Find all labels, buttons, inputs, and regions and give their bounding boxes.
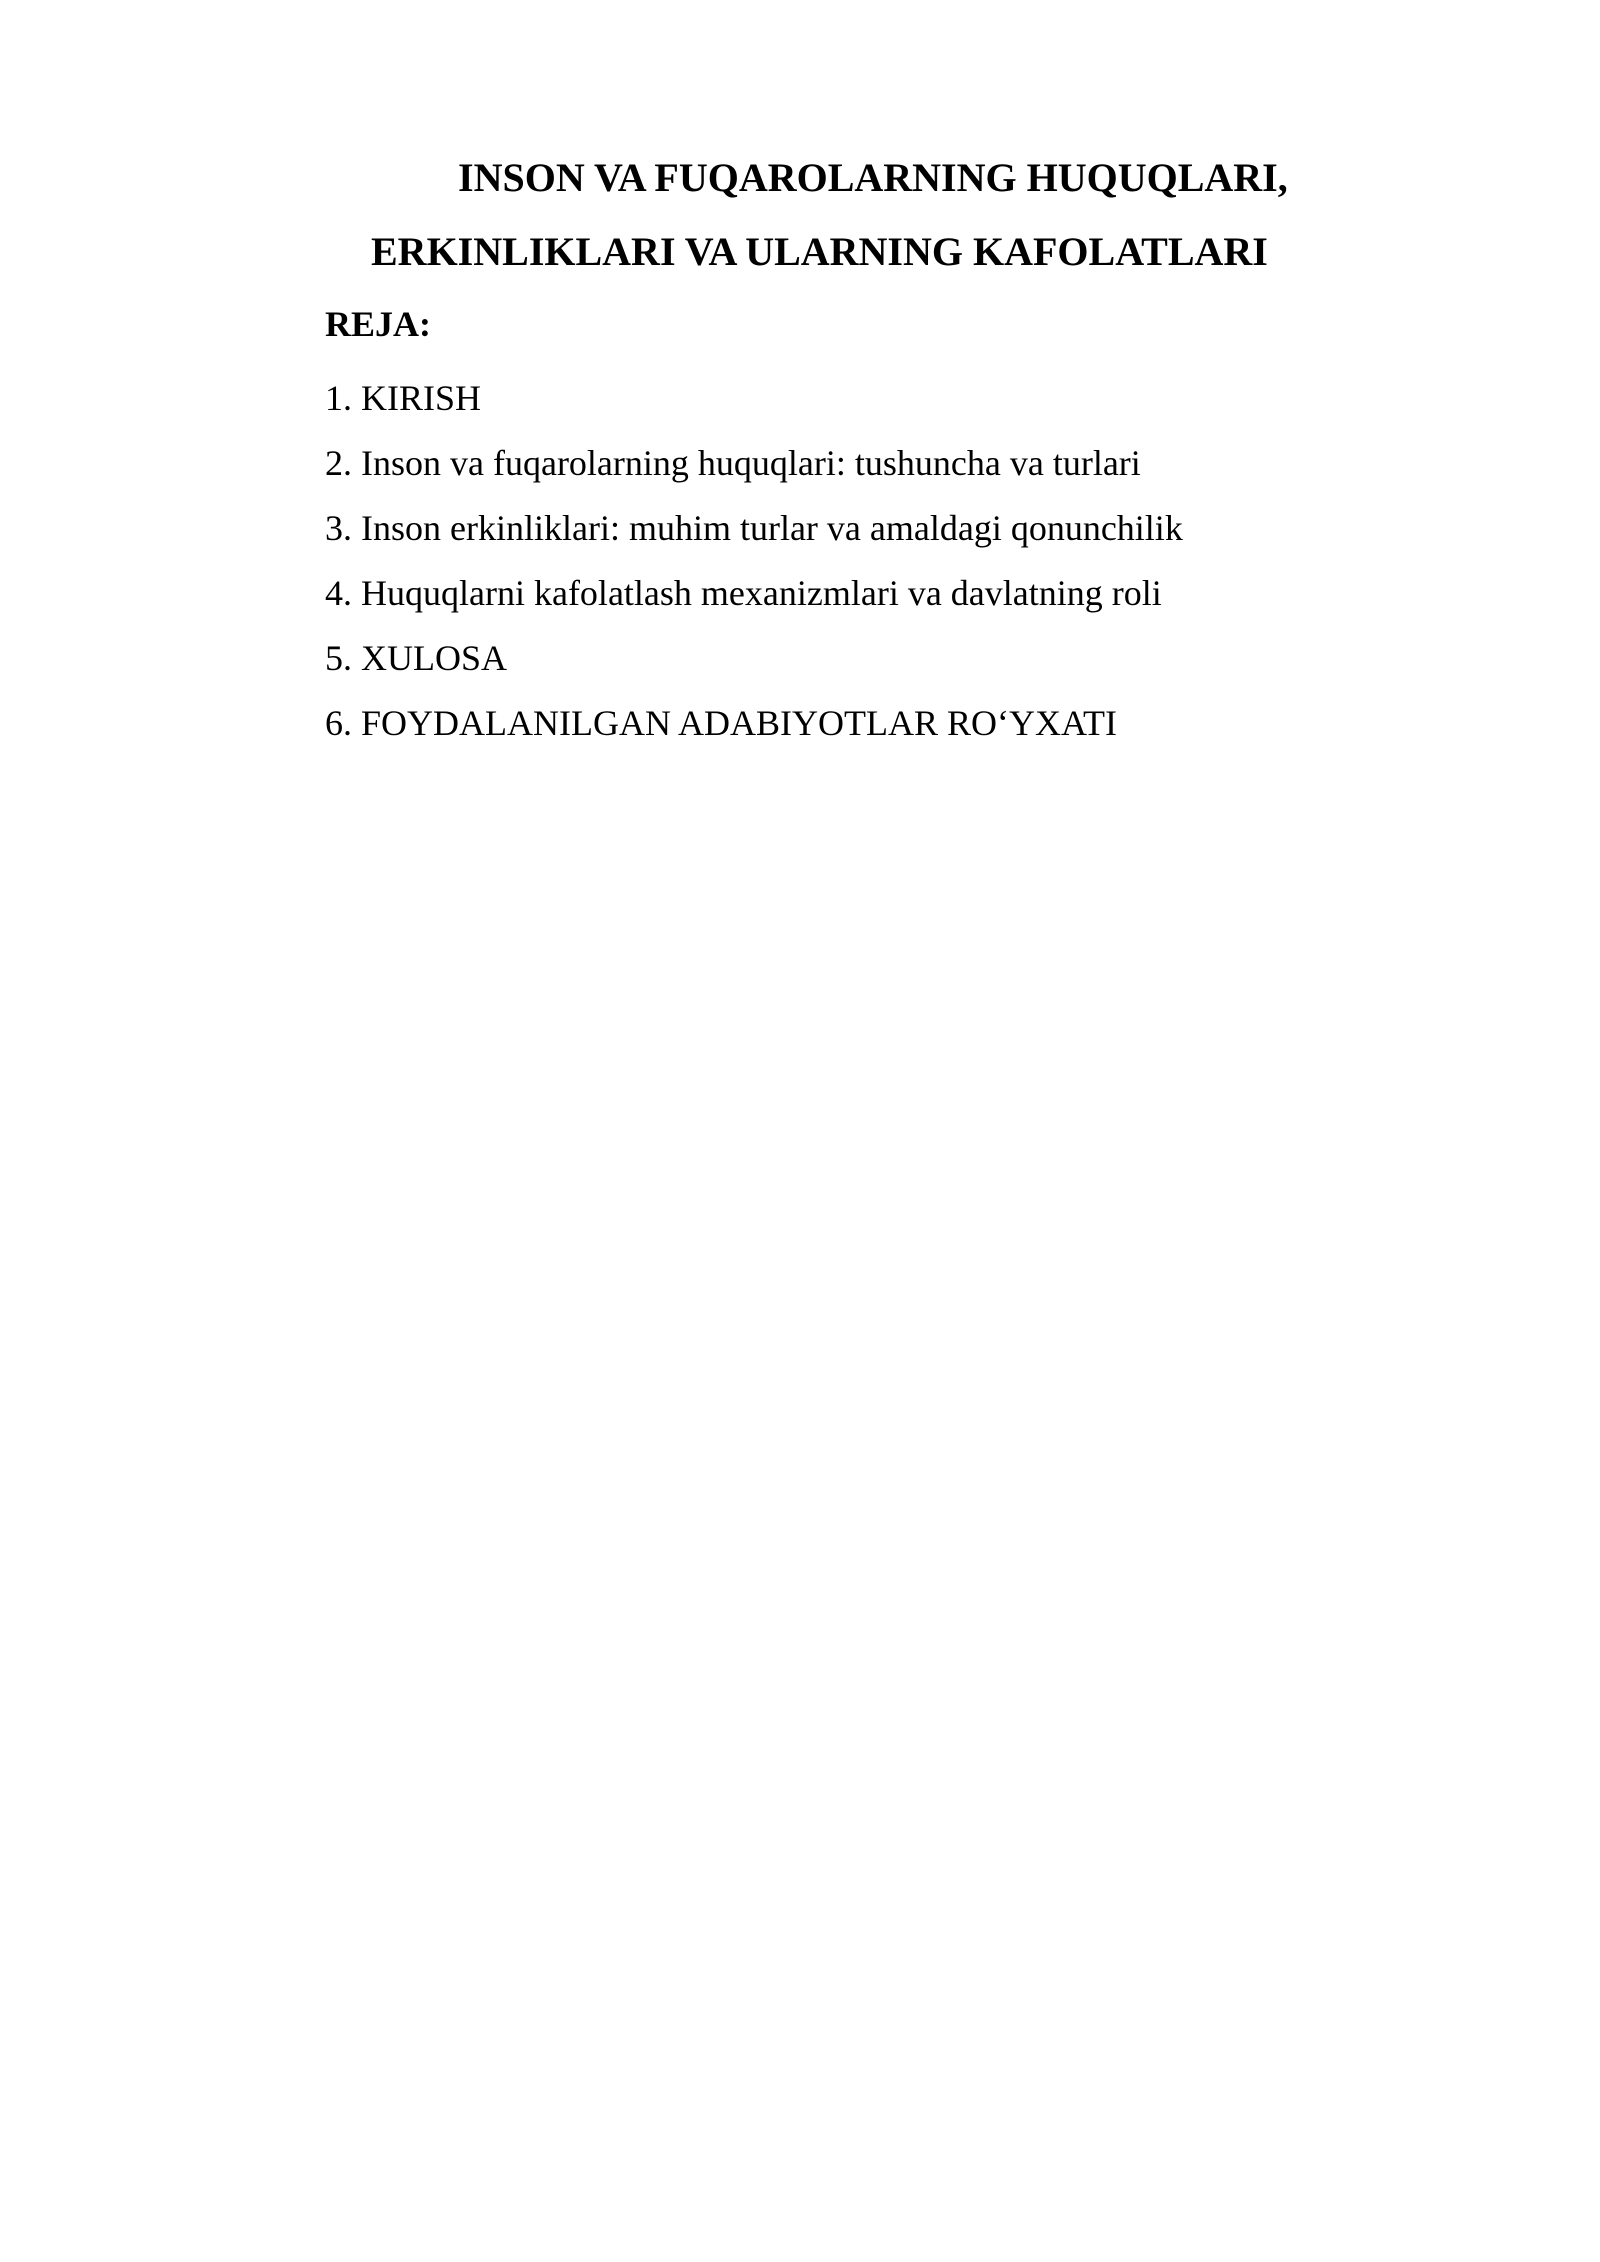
plan-item-kirish: 1. KIRISH bbox=[325, 378, 482, 418]
document-title-line-2: ERKINLIKLARI VA ULARNING KAFOLATLARI bbox=[371, 229, 1268, 274]
plan-item-kafolatlar: 4. Huquqlarni kafolatlash mexanizmlari va davlatning roli bbox=[325, 573, 1162, 613]
plan-item-xulosa: 5. XULOSA bbox=[325, 638, 508, 678]
plan-item-adabiyotlar: 6. FOYDALANILGAN ADABIYOTLAR RO‘YXATI bbox=[325, 703, 1117, 743]
plan-list bbox=[325, 366, 1183, 756]
plan-heading: REJA: bbox=[325, 304, 431, 344]
plan-item-erkinliklar: 3. Inson erkinliklari: muhim turlar va amaldagi qonunchilik bbox=[325, 508, 1183, 548]
plan-item-huquqlar: 2. Inson va fuqarolarning huquqlari: tushuncha va turlari bbox=[325, 443, 1141, 483]
document-title-line-1: INSON VA FUQAROLARNING HUQUQLARI, bbox=[458, 155, 1288, 200]
